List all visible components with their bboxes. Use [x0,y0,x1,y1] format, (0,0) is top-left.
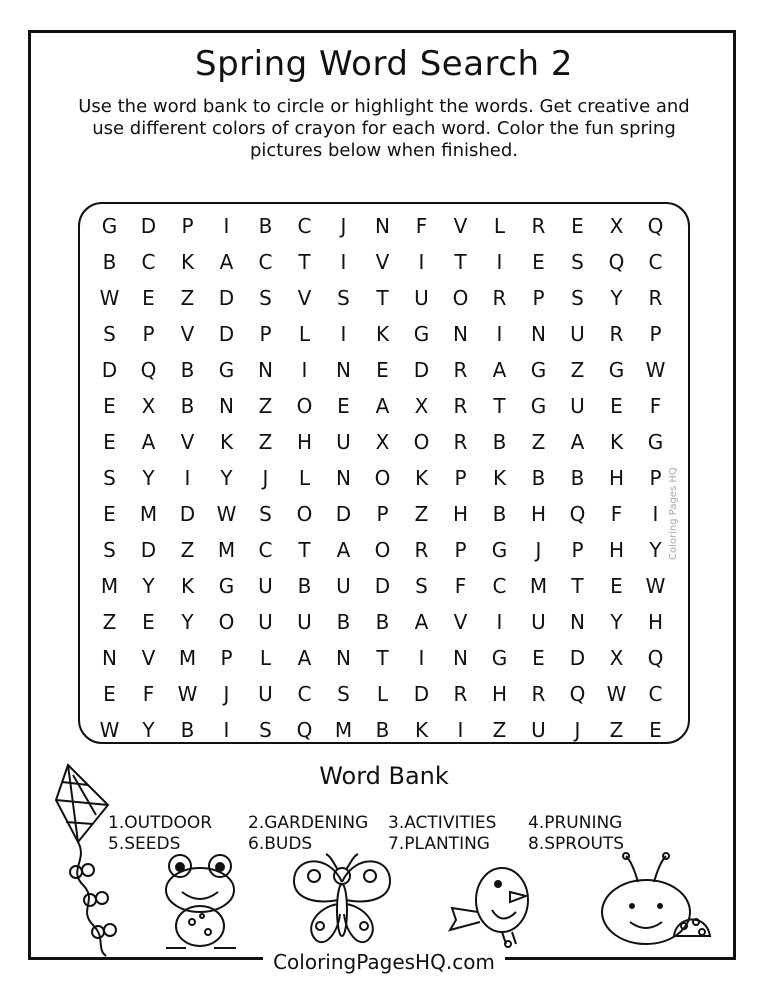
footer-site[interactable]: ColoringPagesHQ.com [263,950,505,974]
grid-letter[interactable]: G [608,358,625,382]
grid-letter[interactable]: A [219,250,234,274]
grid-letter[interactable]: E [103,502,116,526]
grid-letter[interactable]: E [142,610,155,634]
grid-letter[interactable]: N [258,358,273,382]
grid-row [90,388,675,424]
grid-letter[interactable]: D [374,574,391,598]
grid-letter[interactable]: B [336,610,351,634]
grid-letter[interactable]: K [414,718,429,742]
grid-letter[interactable]: C [258,250,273,274]
grid-letter[interactable]: P [454,538,467,562]
grid-letter[interactable]: E [532,250,545,274]
grid-letter[interactable]: G [647,430,664,454]
frog-picture [158,852,244,952]
grid-row [90,460,675,496]
word-bank-row [108,833,668,854]
grid-letter[interactable]: E [337,394,350,418]
grid-letter[interactable]: R [531,682,546,706]
grid-letter[interactable]: L [493,214,506,238]
grid-letter[interactable]: T [376,286,389,310]
grid-letter[interactable]: Q [140,358,157,382]
grid-letter[interactable]: R [531,214,546,238]
word-bank-item: 6.BUDS [248,833,313,854]
grid-letter[interactable]: L [298,322,311,346]
grid-row [90,352,675,388]
grid-letter[interactable]: O [374,466,391,490]
grid-letter[interactable]: N [336,646,351,670]
grid-letter[interactable]: G [218,358,235,382]
grid-letter[interactable]: J [535,538,542,562]
grid-letter[interactable]: E [610,394,623,418]
grid-letter[interactable]: T [571,574,584,598]
grid-letter[interactable]: D [218,322,235,346]
grid-letter[interactable]: N [453,646,468,670]
grid-row [90,244,675,280]
bird-picture [446,856,536,948]
grid-row [90,496,675,532]
grid-row [90,676,675,712]
instructions: Use the word bank to circle or highlight the words. Get creative and use different colors of crayon for each word. Color the fun spring pictures below when finished. [78,96,690,161]
grid-letter[interactable]: V [141,646,156,670]
grid-letter[interactable]: S [103,322,116,346]
grid-row [90,208,675,244]
grid-letter[interactable]: W [645,574,666,598]
grid-row [90,316,675,352]
grid-row [90,532,675,568]
grid-letter[interactable]: D [140,538,157,562]
grid-letter[interactable]: Y [142,718,155,742]
grid-letter[interactable]: S [337,286,350,310]
word-bank-item: 4.PRUNING [528,812,623,833]
grid-letter[interactable]: S [415,574,428,598]
grid-letter[interactable]: I [496,610,503,634]
grid-letter[interactable]: V [375,250,390,274]
grid-letter[interactable]: N [453,322,468,346]
grid-letter[interactable]: P [142,322,155,346]
grid-letter[interactable]: N [336,358,351,382]
grid-letter[interactable]: J [340,214,347,238]
grid-letter[interactable]: B [258,214,273,238]
grid-letter[interactable]: K [609,430,624,454]
grid-letter[interactable]: Z [258,430,273,454]
grid-letter[interactable]: U [258,610,273,634]
word-bank-item: 5.SEEDS [108,833,181,854]
grid-letter[interactable]: I [652,502,659,526]
grid-letter[interactable]: H [452,502,469,526]
grid-row [90,640,675,676]
grid-letter[interactable]: A [297,646,312,670]
grid-letter[interactable]: R [492,286,507,310]
grid-letter[interactable]: Y [610,286,623,310]
grid-letter[interactable]: G [491,646,508,670]
grid-letter[interactable]: I [496,250,503,274]
grid-letter[interactable]: U [336,430,351,454]
grid-letter[interactable]: I [496,322,503,346]
grid-letter[interactable]: C [648,250,663,274]
grid-letter[interactable]: P [220,646,233,670]
grid-letter[interactable]: Q [569,682,586,706]
grid-letter[interactable]: Y [610,610,623,634]
grid-letter[interactable]: Y [649,538,662,562]
grid-letter[interactable]: Y [142,574,155,598]
grid-letter[interactable]: A [375,394,390,418]
grid-letter[interactable]: U [336,574,351,598]
grid-letter[interactable]: R [609,322,624,346]
grid-letter[interactable]: G [491,538,508,562]
word-bank-item: 2.GARDENING [248,812,369,833]
grid-letter[interactable]: P [532,286,545,310]
grid-letter[interactable]: P [376,502,389,526]
grid-letter[interactable]: D [179,502,196,526]
grid-letter[interactable]: K [492,466,507,490]
grid-letter[interactable]: Q [647,646,664,670]
grid-letter[interactable]: W [177,682,198,706]
grid-letter[interactable]: L [259,646,272,670]
grid-letter[interactable]: P [649,322,662,346]
grid-letter[interactable]: B [102,250,117,274]
word-bank-title: Word Bank [319,762,449,790]
grid-letter[interactable]: I [340,322,347,346]
grid-letter[interactable]: K [180,574,195,598]
word-bank-row [108,812,668,833]
grid-letter[interactable]: N [219,394,234,418]
word-bank-item: 3.ACTIVITIES [388,812,497,833]
snail-picture [596,852,716,952]
grid-letter[interactable]: R [453,358,468,382]
grid-letter[interactable]: S [571,250,584,274]
grid-letter[interactable]: D [140,214,157,238]
grid-letter[interactable]: V [453,610,468,634]
grid-letter[interactable]: C [648,682,663,706]
grid-letter[interactable]: D [413,682,430,706]
grid-letter[interactable]: D [101,358,118,382]
grid-letter[interactable]: B [492,502,507,526]
grid-letter[interactable]: Z [102,610,117,634]
grid-letter[interactable]: F [649,394,662,418]
grid-letter[interactable]: Y [181,610,194,634]
grid-letter[interactable]: Y [142,466,155,490]
word-search-grid [90,208,675,748]
grid-letter[interactable]: O [296,394,313,418]
grid-letter[interactable]: L [298,466,311,490]
grid-letter[interactable]: U [258,574,273,598]
grid-letter[interactable]: O [296,502,313,526]
grid-letter[interactable]: Q [647,214,664,238]
grid-letter[interactable]: O [413,430,430,454]
grid-letter[interactable]: C [141,250,156,274]
grid-letter[interactable]: H [608,466,625,490]
grid-letter[interactable]: S [259,502,272,526]
grid-letter[interactable]: Z [570,358,585,382]
grid-letter[interactable]: M [334,718,353,742]
grid-letter[interactable]: X [375,430,390,454]
grid-letter[interactable]: O [452,286,469,310]
watermark: Coloring Pages HQ [668,467,679,560]
grid-letter[interactable]: F [610,502,623,526]
grid-letter[interactable]: U [297,610,312,634]
grid-letter[interactable]: M [139,502,158,526]
grid-letter[interactable]: B [180,718,195,742]
grid-letter[interactable]: U [414,286,429,310]
grid-letter[interactable]: T [298,538,311,562]
grid-letter[interactable]: T [493,394,506,418]
grid-row [90,280,675,316]
grid-letter[interactable]: B [297,574,312,598]
grid-letter[interactable]: A [414,610,429,634]
grid-letter[interactable]: S [259,286,272,310]
grid-letter[interactable]: I [418,646,425,670]
grid-letter[interactable]: O [374,538,391,562]
grid-letter[interactable]: E [103,682,116,706]
grid-letter[interactable]: O [218,610,235,634]
grid-letter[interactable]: E [610,574,623,598]
grid-letter[interactable]: I [184,466,191,490]
grid-letter[interactable]: P [571,538,584,562]
grid-letter[interactable]: T [454,250,467,274]
grid-letter[interactable]: S [337,682,350,706]
grid-letter[interactable]: D [335,502,352,526]
grid-letter[interactable]: Z [258,394,273,418]
grid-letter[interactable]: T [298,250,311,274]
grid-letter[interactable]: X [609,646,624,670]
grid-letter[interactable]: B [492,430,507,454]
grid-letter[interactable]: I [340,250,347,274]
grid-letter[interactable]: K [414,466,429,490]
grid-letter[interactable]: W [216,502,237,526]
grid-letter[interactable]: J [262,466,269,490]
grid-letter[interactable]: S [103,538,116,562]
grid-letter[interactable]: F [454,574,467,598]
grid-letter[interactable]: X [141,394,156,418]
grid-letter[interactable]: K [219,430,234,454]
grid-letter[interactable]: V [180,430,195,454]
grid-letter[interactable]: U [258,682,273,706]
butterfly-picture [288,852,396,952]
grid-letter[interactable]: B [180,394,195,418]
page-title: Spring Word Search 2 [195,44,573,84]
grid-letter[interactable]: D [413,358,430,382]
grid-letter[interactable]: Z [414,502,429,526]
grid-row [90,424,675,460]
grid-letter[interactable]: I [223,718,230,742]
grid-letter[interactable]: G [530,358,547,382]
kite-picture [48,760,144,960]
grid-letter[interactable]: Q [608,250,625,274]
grid-letter[interactable]: M [217,538,236,562]
grid-letter[interactable]: P [454,466,467,490]
grid-letter[interactable]: Z [180,286,195,310]
grid-letter[interactable]: A [141,430,156,454]
grid-letter[interactable]: E [649,718,662,742]
grid-letter[interactable]: D [569,646,586,670]
grid-letter[interactable]: R [453,430,468,454]
grid-letter[interactable]: K [180,250,195,274]
grid-letter[interactable]: M [178,646,197,670]
grid-letter[interactable]: B [531,466,546,490]
grid-letter[interactable]: C [297,682,312,706]
grid-letter[interactable]: J [574,718,581,742]
grid-row [90,712,675,748]
grid-letter[interactable]: W [645,358,666,382]
grid-letter[interactable]: H [608,538,625,562]
grid-row [90,568,675,604]
grid-letter[interactable]: I [301,358,308,382]
grid-letter[interactable]: J [223,682,230,706]
grid-letter[interactable]: W [606,682,627,706]
grid-letter[interactable]: U [570,394,585,418]
grid-letter[interactable]: C [258,538,273,562]
grid-letter[interactable]: I [418,250,425,274]
grid-letter[interactable]: G [530,394,547,418]
grid-row [90,604,675,640]
grid-letter[interactable]: D [218,286,235,310]
grid-letter[interactable]: S [103,466,116,490]
grid-letter[interactable]: F [142,682,155,706]
grid-letter[interactable]: Z [180,538,195,562]
grid-letter[interactable]: E [142,286,155,310]
footer [0,950,768,974]
grid-letter[interactable]: E [532,646,545,670]
grid-letter[interactable]: X [414,394,429,418]
grid-letter[interactable]: I [223,214,230,238]
grid-letter[interactable]: E [103,394,116,418]
grid-letter[interactable]: R [414,538,429,562]
grid-letter[interactable]: C [297,214,312,238]
grid-letter[interactable]: H [647,610,664,634]
grid-letter[interactable]: M [529,574,548,598]
grid-letter[interactable]: V [180,322,195,346]
grid-letter[interactable]: H [296,430,313,454]
grid-letter[interactable]: R [648,286,663,310]
grid-letter[interactable]: N [102,646,117,670]
word-bank-item: 7.PLANTING [388,833,490,854]
grid-letter[interactable]: B [180,358,195,382]
grid-letter[interactable]: Z [492,718,507,742]
grid-letter[interactable]: Z [531,430,546,454]
grid-letter[interactable]: G [101,214,118,238]
grid-letter[interactable]: P [181,214,194,238]
grid-letter[interactable]: A [492,358,507,382]
grid-letter[interactable]: N [570,610,585,634]
grid-letter[interactable]: P [259,322,272,346]
grid-letter[interactable]: U [570,322,585,346]
grid-letter[interactable]: W [99,286,120,310]
grid-letter[interactable]: B [375,718,390,742]
grid-letter[interactable]: Q [296,718,313,742]
grid-letter[interactable]: N [336,466,351,490]
word-bank-item: 1.OUTDOOR [108,812,213,833]
grid-letter[interactable]: Q [569,502,586,526]
grid-letter[interactable]: G [218,574,235,598]
word-bank-item: 8.SPROUTS [528,833,625,854]
grid-letter[interactable]: B [375,610,390,634]
grid-letter[interactable]: S [259,718,272,742]
word-bank [108,812,668,854]
grid-letter[interactable]: B [570,466,585,490]
grid-letter[interactable]: E [571,214,584,238]
grid-letter[interactable]: F [415,214,428,238]
grid-letter[interactable]: Z [609,718,624,742]
grid-letter[interactable]: V [453,214,468,238]
grid-letter[interactable]: S [571,286,584,310]
grid-letter[interactable]: P [649,466,662,490]
grid-letter[interactable]: T [376,646,389,670]
grid-letter[interactable]: H [491,682,508,706]
grid-letter[interactable]: U [531,610,546,634]
grid-letter[interactable]: N [375,214,390,238]
grid-letter[interactable]: Y [220,466,233,490]
grid-letter[interactable]: X [609,214,624,238]
grid-letter[interactable]: A [336,538,351,562]
grid-letter[interactable]: G [413,322,430,346]
grid-letter[interactable]: C [492,574,507,598]
grid-letter[interactable]: E [376,358,389,382]
grid-letter[interactable]: M [100,574,119,598]
grid-letter[interactable]: I [457,718,464,742]
grid-letter[interactable]: R [453,682,468,706]
grid-letter[interactable]: H [530,502,547,526]
grid-letter[interactable]: K [375,322,390,346]
grid-letter[interactable]: E [103,430,116,454]
grid-letter[interactable]: U [531,718,546,742]
grid-letter[interactable]: V [297,286,312,310]
grid-letter[interactable]: N [531,322,546,346]
grid-letter[interactable]: L [376,682,389,706]
grid-letter[interactable]: R [453,394,468,418]
grid-letter[interactable]: W [99,718,120,742]
grid-letter[interactable]: A [570,430,585,454]
